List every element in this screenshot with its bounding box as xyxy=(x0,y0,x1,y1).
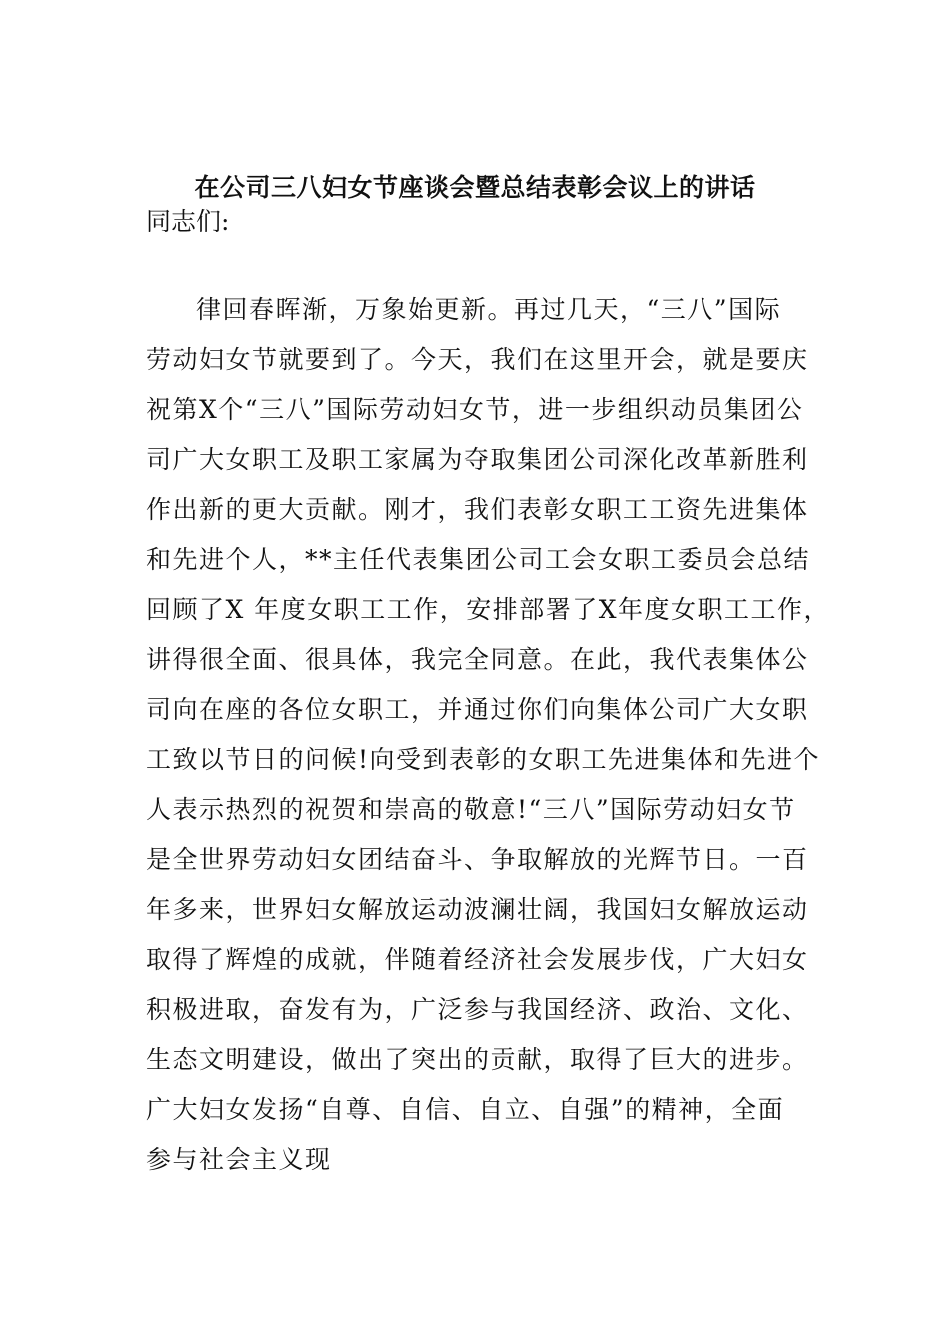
text-line: 和先进个人，**主任代表集团公司工会女职工委员会总结 xyxy=(146,545,811,574)
text-line: 回顾了X 年度女职工工作，安排部署了X年度女职工工作， xyxy=(146,595,831,624)
text-line: 作出新的更大贡献。刚才，我们表彰女职工工资先进集体 xyxy=(146,495,809,524)
body-text xyxy=(146,290,831,1190)
text-line: 讲得很全面、很具体，我完全同意。在此，我代表集体公 xyxy=(146,645,809,674)
text-line: 取得了辉煌的成就，伴随着经济社会发展步伐，广大妇女 xyxy=(146,945,809,974)
document-title: 在公司三八妇女节座谈会暨总结表彰会议上的讲话 xyxy=(194,173,756,202)
text-line: 生态文明建设，做出了突出的贡献，取得了巨大的进步。 xyxy=(146,1045,809,1074)
text-line: 律回春晖渐，万象始更新。再过几天，“三八”国际 xyxy=(196,295,782,324)
text-line: 人表示热烈的祝贺和崇高的敬意!“三八”国际劳动妇女节 xyxy=(146,795,796,824)
text-line: 年多来，世界妇女解放运动波澜壮阔，我国妇女解放运动 xyxy=(146,895,809,924)
text-line: 司广大女职工及职工家属为夺取集团公司深化改革新胜利 xyxy=(146,445,809,474)
text-line: 是全世界劳动妇女团结奋斗、争取解放的光辉节日。一百 xyxy=(146,845,809,874)
text-line: 参与社会主义现 xyxy=(146,1145,332,1174)
text-line: 积极进取，奋发有为，广泛参与我国经济、政治、文化、 xyxy=(146,995,809,1024)
text-line: 劳动妇女节就要到了。今天，我们在这里开会，就是要庆 xyxy=(146,345,809,374)
text-line: 祝第X个“三八”国际劳动妇女节，进一步组织动员集团公 xyxy=(146,395,804,424)
salutation: 同志们: xyxy=(146,207,230,236)
text-line: 广大妇女发扬“自尊、自信、自立、自强”的精神，全面 xyxy=(146,1095,785,1124)
text-line: 司向在座的各位女职工，并通过你们向集体公司广大女职 xyxy=(146,695,809,724)
text-line: 工致以节日的问候!向受到表彰的女职工先进集体和先进个 xyxy=(146,745,821,774)
